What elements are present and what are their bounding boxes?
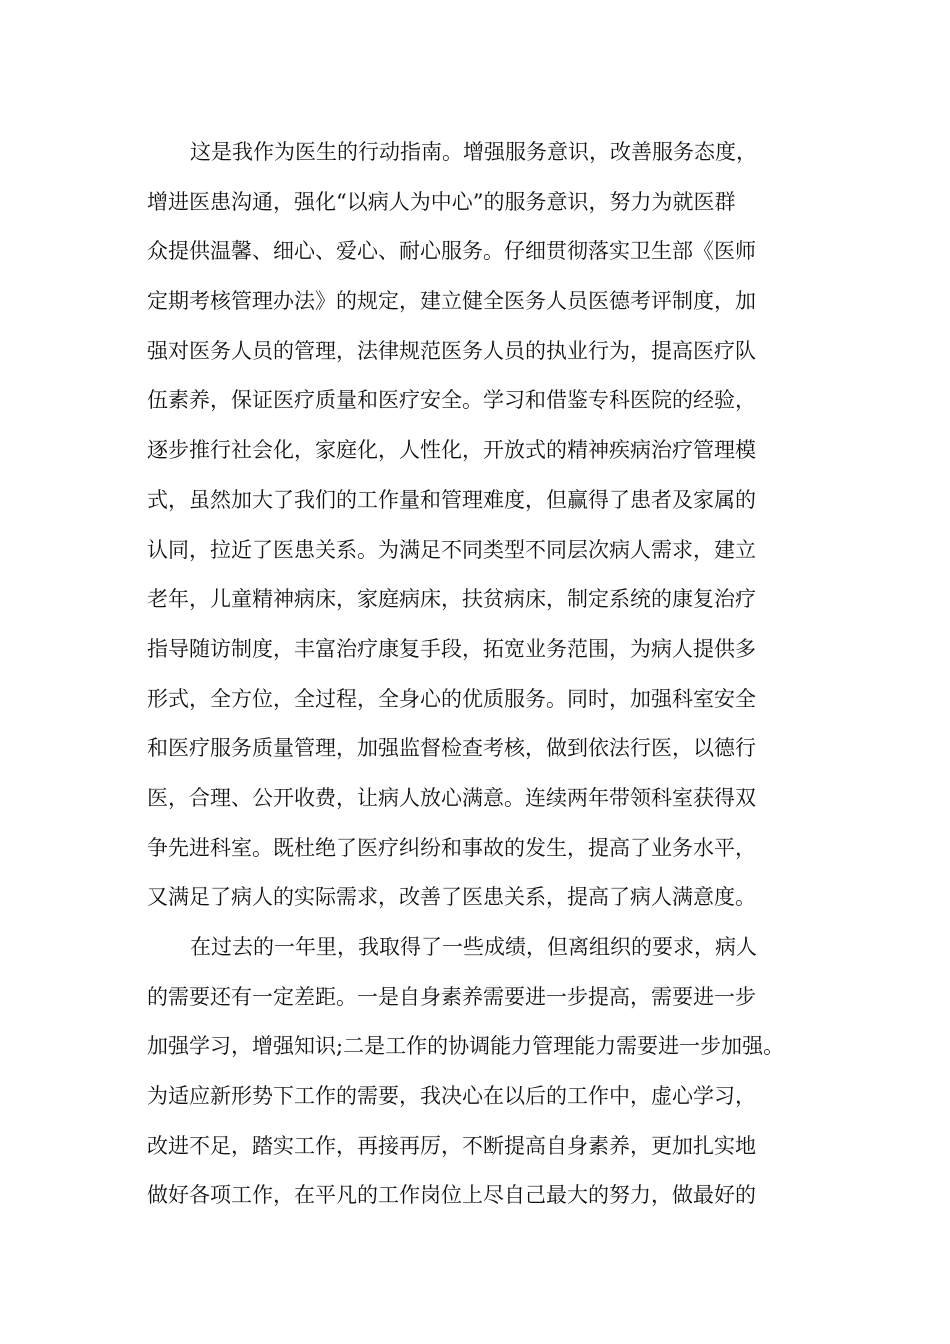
text-line: 做好各项工作，在平凡的工作岗位上尽自己最大的努力，做最好的 (147, 1183, 756, 1208)
text-line: 在过去的一年里，我取得了一些成绩，但离组织的要求，病人 (190, 935, 757, 959)
text-line: 又满足了病人的实际需求，改善了医患关系，提高了病人满意度。 (147, 885, 756, 910)
text-line: 伍素养，保证医疗质量和医疗安全。学习和借鉴专科医院的经验， (147, 388, 756, 413)
text-line: 定期考核管理办法》的规定，建立健全医务人员医德考评制度，加 (147, 289, 756, 314)
text-line: 式，虽然加大了我们的工作量和管理难度，但赢得了患者及家属的 (147, 487, 756, 512)
paragraph-2 (147, 927, 827, 1225)
text-line: 医，合理、公开收费，让病人放心满意。连续两年带领科室获得双 (147, 785, 756, 810)
text-line: 众提供温馨、细心、爱心、耐心服务。仔细贯彻落实卫生部《医师 (147, 239, 756, 264)
text-line: 加强学习，增强知识;二是工作的协调能力管理能力需要进一步加强。 (147, 1034, 785, 1059)
text-line: 形式，全方位，全过程，全身心的优质服务。同时，加强科室安全 (147, 686, 756, 711)
text-line: 改进不足，踏实工作，再接再厉，不断提高自身素养，更加扎实地 (147, 1133, 756, 1158)
text-line: 争先进科室。既杜绝了医疗纠纷和事故的发生，提高了业务水平， (147, 835, 756, 860)
text-line: 增进医患沟通，强化“以病人为中心”的服务意识，努力为就医群 (147, 189, 736, 214)
text-line: 认同，拉近了医患关系。为满足不同类型不同层次病人需求，建立 (147, 537, 756, 562)
text-line: 和医疗服务质量管理，加强监督检查考核，做到依法行医，以德行 (147, 736, 756, 761)
document-body (147, 132, 827, 1225)
text-line: 为适应新形势下工作的需要，我决心在以后的工作中，虚心学习， (147, 1084, 756, 1109)
text-line: 的需要还有一定差距。一是自身素养需要进一步提高，需要进一步 (147, 984, 756, 1009)
text-line: 老年，儿童精神病床，家庭病床，扶贫病床，制定系统的康复治疗 (147, 587, 756, 612)
text-line: 这是我作为医生的行动指南。增强服务意识，改善服务态度， (190, 140, 757, 164)
text-line: 逐步推行社会化，家庭化，人性化，开放式的精神疾病治疗管理模 (147, 438, 756, 463)
text-line: 强对医务人员的管理，法律规范医务人员的执业行为，提高医疗队 (147, 338, 756, 363)
text-line: 指导随访制度，丰富治疗康复手段，拓宽业务范围，为病人提供多 (147, 636, 756, 661)
paragraph-1 (147, 132, 827, 927)
